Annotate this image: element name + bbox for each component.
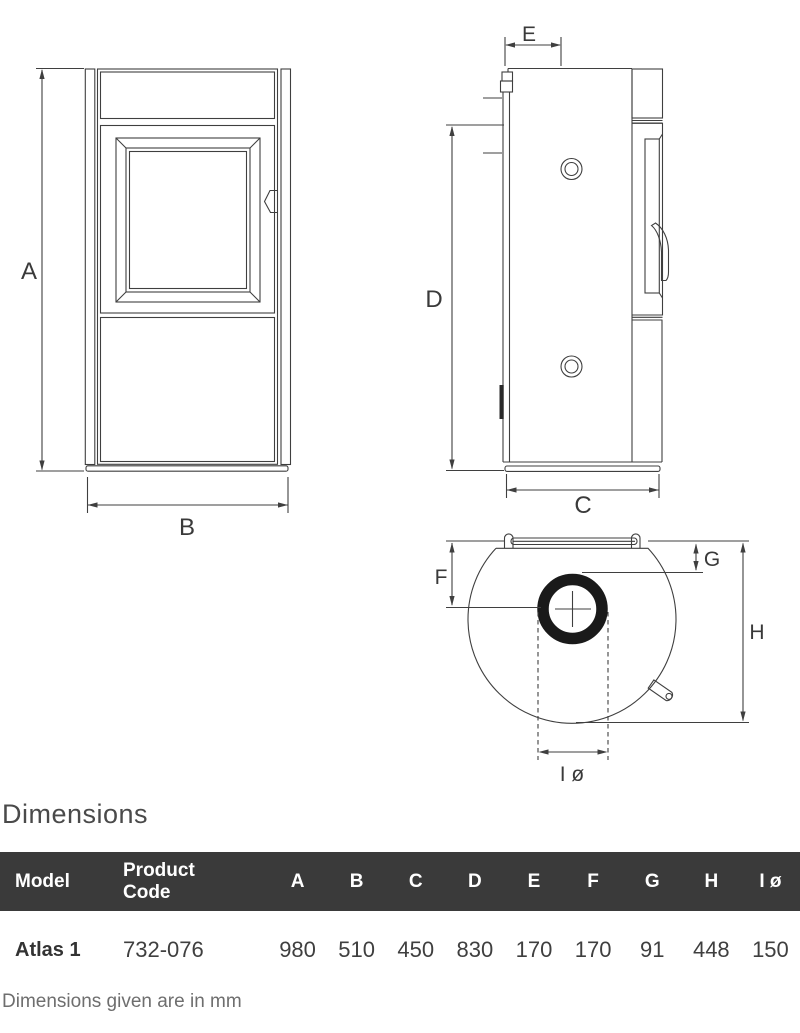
front-lower-panel xyxy=(101,318,275,462)
front-door xyxy=(101,126,275,314)
dim-label-c: C xyxy=(574,492,592,519)
header-g: G xyxy=(644,870,660,892)
header-b: B xyxy=(349,870,364,892)
header-i-diameter: I ø xyxy=(759,870,782,892)
front-base-plate xyxy=(86,466,288,471)
dim-f xyxy=(435,543,541,608)
side-door-handle xyxy=(652,223,669,281)
dim-label-g: G xyxy=(703,548,721,571)
footer-note: Dimensions given are in mm xyxy=(2,991,242,1012)
cell-h: 448 xyxy=(692,937,730,962)
dim-label-e: E xyxy=(521,23,537,46)
dim-label-a: A xyxy=(20,258,38,285)
cell-model: Atlas 1 xyxy=(15,938,81,961)
cell-g: 91 xyxy=(639,937,665,962)
section-title: Dimensions xyxy=(2,799,149,829)
side-top-front-section xyxy=(632,69,663,118)
front-view-drawing xyxy=(21,69,291,542)
top-handle-pin-left xyxy=(505,534,514,549)
flue-center-crosshair xyxy=(555,591,591,627)
header-e: E xyxy=(527,870,541,892)
cell-f: 170 xyxy=(574,937,612,962)
side-door-face xyxy=(645,134,663,298)
dim-e xyxy=(505,23,561,66)
side-base-plate xyxy=(505,466,660,471)
top-view-drawing xyxy=(435,534,765,786)
dim-label-i-diameter: I ø xyxy=(559,763,585,786)
top-air-spout xyxy=(648,680,672,701)
dim-label-f: F xyxy=(434,566,448,589)
dim-label-h: H xyxy=(749,621,765,644)
header-f: F xyxy=(587,870,599,892)
header-model: Model xyxy=(15,870,70,892)
front-left-side-panel xyxy=(85,69,95,465)
cell-c: 450 xyxy=(397,937,435,962)
side-back-notch-lower xyxy=(501,81,513,92)
side-upper-knob xyxy=(561,159,582,180)
dim-label-d: D xyxy=(425,286,443,313)
cell-b: 510 xyxy=(338,937,376,962)
dim-h xyxy=(576,543,765,723)
front-top-panel xyxy=(101,72,275,119)
side-back-notch-upper xyxy=(502,72,513,81)
side-door-outline xyxy=(632,123,663,315)
dimensions-table xyxy=(0,852,800,989)
table-row xyxy=(0,911,800,989)
side-hinge-bar xyxy=(500,385,504,419)
header-d: D xyxy=(468,870,482,892)
dim-a xyxy=(21,69,84,472)
side-lower-knob xyxy=(561,356,582,377)
cell-product-code: 732-076 xyxy=(123,937,204,962)
dim-d xyxy=(425,125,504,471)
header-product-code: Product Code xyxy=(123,859,195,903)
cell-a: 980 xyxy=(279,937,316,962)
cell-d: 830 xyxy=(456,937,494,962)
cell-i-diameter: 150 xyxy=(752,937,789,962)
dim-label-b: B xyxy=(178,514,196,541)
dim-c xyxy=(507,474,660,519)
front-door-latch xyxy=(265,191,278,213)
header-a: A xyxy=(290,870,305,892)
cell-e: 170 xyxy=(515,937,553,962)
front-right-side-panel xyxy=(281,69,291,465)
side-view-drawing xyxy=(425,23,668,519)
front-window-frame xyxy=(116,138,260,302)
header-h: H xyxy=(704,870,719,892)
header-c: C xyxy=(408,870,423,892)
dim-b xyxy=(88,477,289,541)
table-header-row xyxy=(0,852,800,911)
